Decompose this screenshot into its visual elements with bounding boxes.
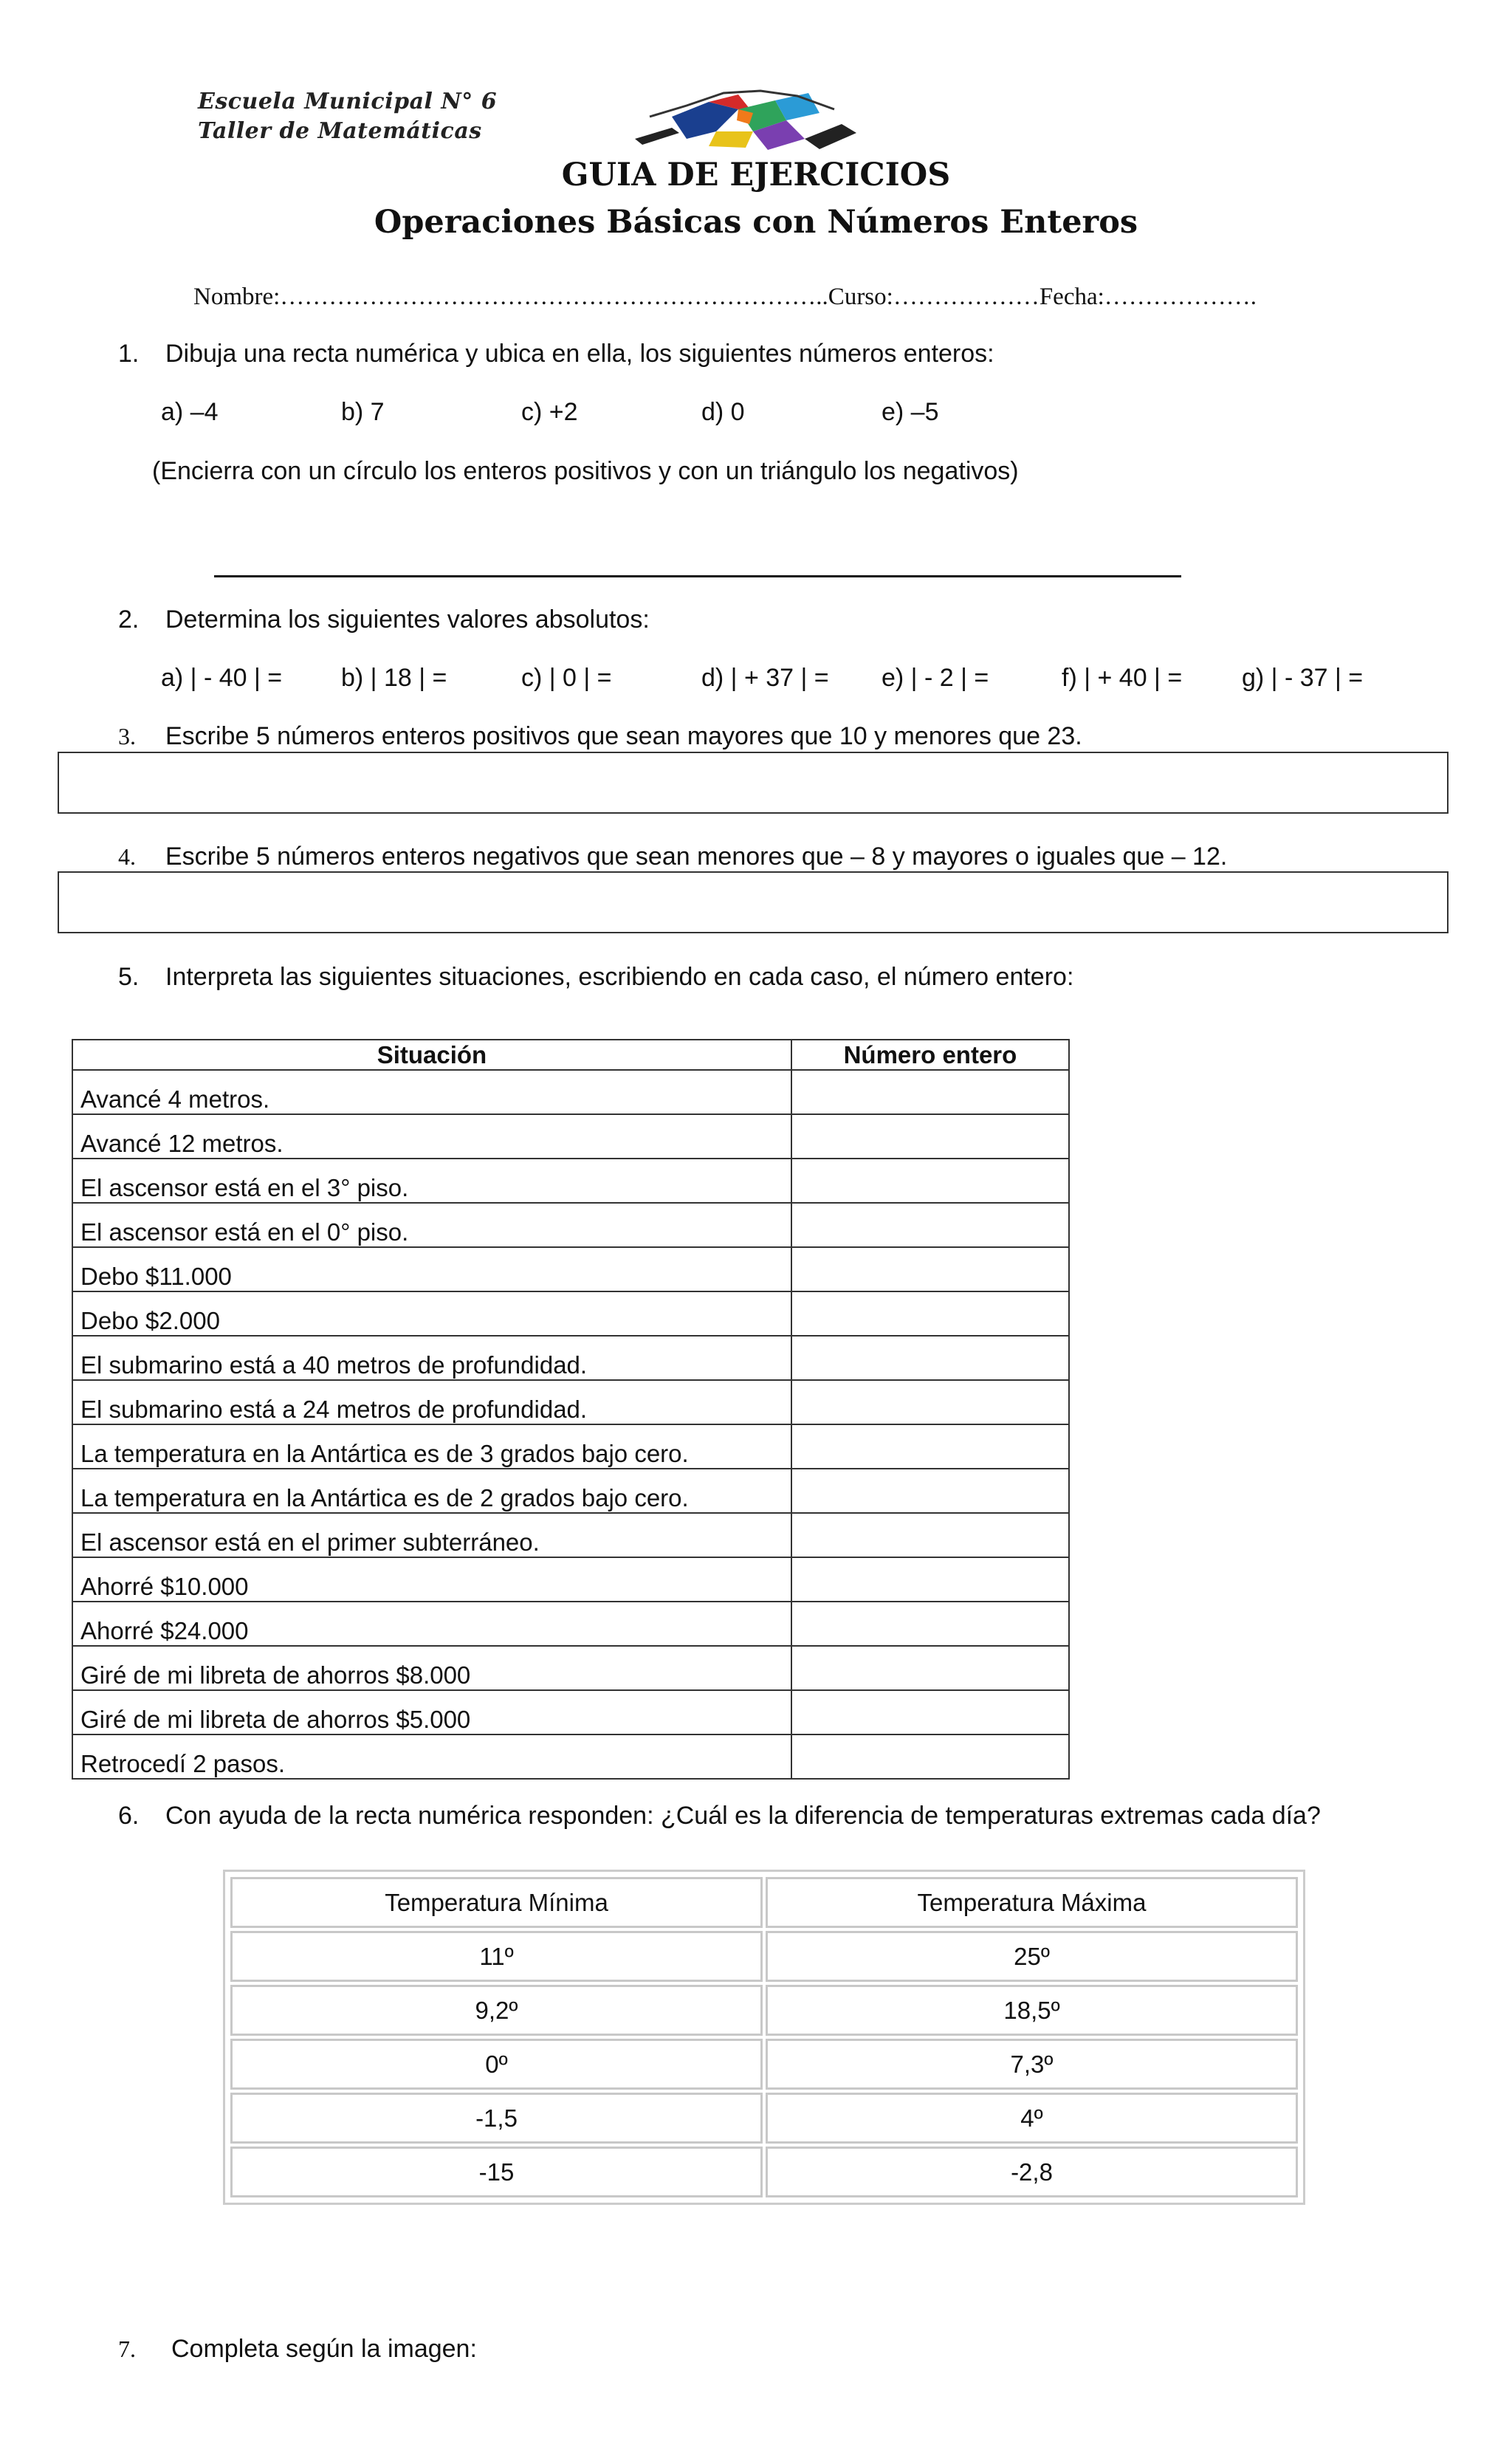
question-2 bbox=[118, 605, 650, 634]
temperature-max-cell: 4º bbox=[766, 2093, 1298, 2144]
q2-option-e: e) | - 2 | = bbox=[882, 664, 989, 692]
question-7-number: 7. bbox=[118, 2336, 136, 2362]
temperature-max-cell: 7,3º bbox=[766, 2039, 1298, 2090]
situation-text: Giré de mi libreta de ahorros $8.000 bbox=[72, 1646, 791, 1690]
integer-answer-cell[interactable] bbox=[791, 1690, 1069, 1734]
math-logo bbox=[628, 87, 864, 155]
situation-text: La temperatura en la Antártica es de 2 grados bajo cero. bbox=[72, 1469, 791, 1513]
situation-text: El submarino está a 40 metros de profundidad. bbox=[72, 1336, 791, 1380]
temperature-row bbox=[230, 2147, 1298, 2197]
temperature-max-cell: 18,5º bbox=[766, 1985, 1298, 2036]
situation-text: Avancé 4 metros. bbox=[72, 1070, 791, 1114]
question-5-number: 5. bbox=[118, 963, 140, 991]
temperature-table bbox=[227, 1874, 1301, 2200]
q1-option-b: b) 7 bbox=[341, 398, 385, 426]
situation-text: Retrocedí 2 pasos. bbox=[72, 1734, 791, 1779]
integer-answer-cell[interactable] bbox=[791, 1336, 1069, 1380]
temperature-header-max: Temperatura Máxima bbox=[766, 1877, 1298, 1928]
temperature-header-row bbox=[230, 1877, 1298, 1928]
question-4-text: Escribe 5 números enteros negativos que sean menores que – 8 y mayores o iguales que – 12. bbox=[165, 843, 1228, 871]
temperature-min-cell: 0º bbox=[230, 2039, 763, 2090]
question-5-text: Interpreta las siguientes situaciones, escribiendo en cada caso, el número entero: bbox=[165, 963, 1074, 991]
q1-option-e: e) –5 bbox=[882, 398, 939, 426]
integer-answer-cell[interactable] bbox=[791, 1247, 1069, 1291]
integer-answer-cell[interactable] bbox=[791, 1070, 1069, 1114]
question-3 bbox=[118, 722, 1082, 751]
temperature-max-cell: -2,8 bbox=[766, 2147, 1298, 2197]
situation-text: El submarino está a 24 metros de profundidad. bbox=[72, 1380, 791, 1424]
q1-note: (Encierra con un círculo los enteros positivos y con un triángulo los negativos) bbox=[152, 457, 1019, 485]
temperature-max-cell: 25º bbox=[766, 1931, 1298, 1982]
q2-option-f: f) | + 40 | = bbox=[1062, 664, 1183, 692]
student-info-line: Nombre:…………………………………………………………..Curso:………………Fecha:………………. bbox=[193, 284, 1257, 310]
temperature-min-cell: 11º bbox=[230, 1931, 763, 1982]
q3-answer-box[interactable] bbox=[58, 752, 1449, 814]
question-7-text: Completa según la imagen: bbox=[171, 2335, 477, 2363]
integer-answer-cell[interactable] bbox=[791, 1469, 1069, 1513]
situation-row bbox=[72, 1646, 1069, 1690]
temperature-row bbox=[230, 1985, 1298, 2036]
integer-answer-cell[interactable] bbox=[791, 1203, 1069, 1247]
integer-answer-cell[interactable] bbox=[791, 1557, 1069, 1602]
question-5 bbox=[118, 963, 1073, 992]
question-3-text: Escribe 5 números enteros positivos que sean mayores que 10 y menores que 23. bbox=[165, 722, 1082, 750]
situation-text: Giré de mi libreta de ahorros $5.000 bbox=[72, 1690, 791, 1734]
q1-option-a: a) –4 bbox=[161, 398, 219, 426]
question-1 bbox=[118, 340, 994, 368]
integer-answer-cell[interactable] bbox=[791, 1734, 1069, 1779]
integer-answer-cell[interactable] bbox=[791, 1513, 1069, 1557]
situation-row bbox=[72, 1513, 1069, 1557]
question-4-number: 4. bbox=[118, 843, 136, 870]
situation-row bbox=[72, 1424, 1069, 1469]
q1-option-c: c) +2 bbox=[521, 398, 578, 426]
situation-row bbox=[72, 1734, 1069, 1779]
situation-row bbox=[72, 1291, 1069, 1336]
school-line-1: Escuela Municipal N° 6 bbox=[198, 89, 498, 114]
q2-option-g: g) | - 37 | = bbox=[1242, 664, 1364, 692]
integer-answer-cell[interactable] bbox=[791, 1159, 1069, 1203]
temperature-table-frame bbox=[223, 1870, 1305, 2205]
q2-option-d: d) | + 37 | = bbox=[701, 664, 829, 692]
question-6-number: 6. bbox=[118, 1802, 140, 1830]
question-6-text: Con ayuda de la recta numérica responden: ¿Cuál es la diferencia de temperaturas extremas cada día? bbox=[165, 1802, 1321, 1830]
situation-row bbox=[72, 1336, 1069, 1380]
situation-row bbox=[72, 1070, 1069, 1114]
situation-row bbox=[72, 1469, 1069, 1513]
situations-header-row bbox=[72, 1040, 1069, 1070]
q4-answer-box[interactable] bbox=[58, 871, 1449, 933]
situation-row bbox=[72, 1114, 1069, 1159]
integer-answer-cell[interactable] bbox=[791, 1602, 1069, 1646]
situation-text: Debo $2.000 bbox=[72, 1291, 791, 1336]
situation-row bbox=[72, 1380, 1069, 1424]
situation-text: El ascensor está en el 0° piso. bbox=[72, 1203, 791, 1247]
integer-answer-cell[interactable] bbox=[791, 1380, 1069, 1424]
integer-answer-cell[interactable] bbox=[791, 1424, 1069, 1469]
question-1-number: 1. bbox=[118, 340, 140, 368]
situation-text: Avancé 12 metros. bbox=[72, 1114, 791, 1159]
school-name bbox=[198, 87, 497, 146]
temperature-row bbox=[230, 2093, 1298, 2144]
number-line-space bbox=[214, 575, 1181, 577]
integer-answer-cell[interactable] bbox=[791, 1291, 1069, 1336]
question-4 bbox=[118, 843, 1227, 871]
situation-row bbox=[72, 1159, 1069, 1203]
situation-row bbox=[72, 1690, 1069, 1734]
question-6 bbox=[118, 1802, 1321, 1830]
question-3-number: 3. bbox=[118, 723, 136, 749]
situation-text: El ascensor está en el primer subterráneo. bbox=[72, 1513, 791, 1557]
school-line-2: Taller de Matemáticas bbox=[198, 118, 482, 144]
situations-header-situation: Situación bbox=[72, 1040, 791, 1070]
q1-option-d: d) 0 bbox=[701, 398, 745, 426]
question-2-text: Determina los siguientes valores absolutos: bbox=[165, 605, 650, 634]
situation-text: Ahorré $10.000 bbox=[72, 1557, 791, 1602]
temperature-min-cell: -15 bbox=[230, 2147, 763, 2197]
situations-table-body bbox=[72, 1070, 1069, 1779]
integer-answer-cell[interactable] bbox=[791, 1114, 1069, 1159]
temperature-row bbox=[230, 2039, 1298, 2090]
temperature-header-min: Temperatura Mínima bbox=[230, 1877, 763, 1928]
q2-option-c: c) | 0 | = bbox=[521, 664, 612, 692]
situation-text: La temperatura en la Antártica es de 3 grados bajo cero. bbox=[72, 1424, 791, 1469]
situation-row bbox=[72, 1203, 1069, 1247]
question-7 bbox=[118, 2335, 477, 2364]
integer-answer-cell[interactable] bbox=[791, 1646, 1069, 1690]
situation-text: Ahorré $24.000 bbox=[72, 1602, 791, 1646]
temperature-min-cell: -1,5 bbox=[230, 2093, 763, 2144]
situations-header-integer: Número entero bbox=[791, 1040, 1069, 1070]
q2-option-b: b) | 18 | = bbox=[341, 664, 447, 692]
situation-row bbox=[72, 1602, 1069, 1646]
question-1-text: Dibuja una recta numérica y ubica en ella, los siguientes números enteros: bbox=[165, 340, 994, 368]
temperature-row bbox=[230, 1931, 1298, 1982]
situation-text: Debo $11.000 bbox=[72, 1247, 791, 1291]
situation-text: El ascensor está en el 3° piso. bbox=[72, 1159, 791, 1203]
temperature-min-cell: 9,2º bbox=[230, 1985, 763, 2036]
q2-option-a: a) | - 40 | = bbox=[161, 664, 283, 692]
page-subtitle: Operaciones Básicas con Números Enteros bbox=[374, 204, 1138, 241]
situations-table bbox=[72, 1039, 1070, 1780]
page-title: GUIA DE EJERCICIOS bbox=[561, 157, 951, 193]
question-2-number: 2. bbox=[118, 605, 140, 634]
situation-row bbox=[72, 1247, 1069, 1291]
temperature-table-body bbox=[230, 1931, 1298, 2197]
situation-row bbox=[72, 1557, 1069, 1602]
